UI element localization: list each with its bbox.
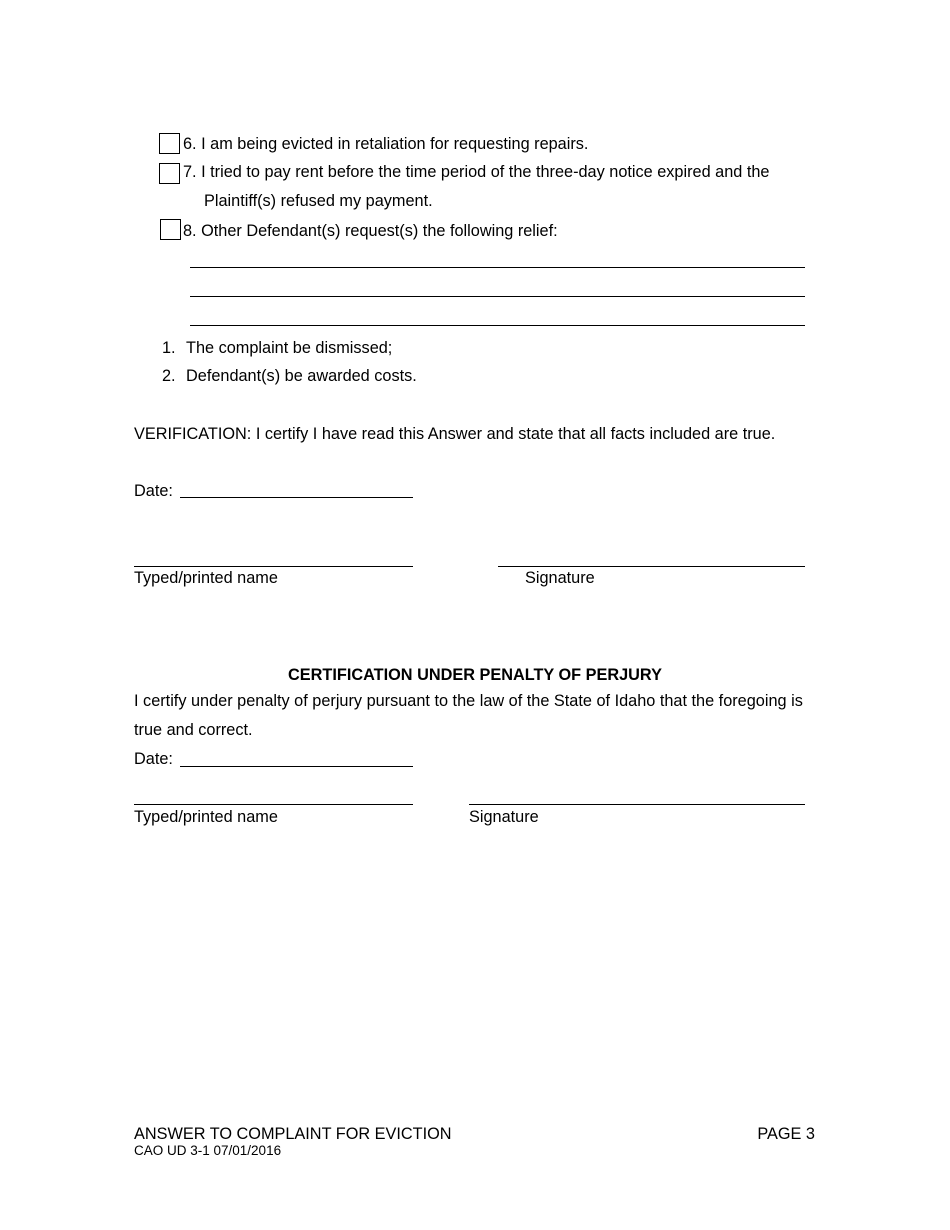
item-6-text: 6. I am being evicted in retaliation for requesting repairs. — [183, 135, 589, 153]
certification-line-1: I certify under penalty of perjury pursuant to the law of the State of Idaho that the foregoing is — [134, 692, 803, 710]
certification-name-line[interactable] — [134, 804, 413, 805]
footer-page-number: PAGE 3 — [757, 1125, 815, 1143]
verification-signature-label: Signature — [525, 569, 595, 587]
relief-1-number: 1. — [162, 339, 176, 357]
item-7-text: 7. I tried to pay rent before the time period of the three-day notice expired and the — [183, 163, 770, 181]
verification-name-label: Typed/printed name — [134, 569, 278, 587]
verification-date-label: Date: — [134, 482, 173, 500]
relief-1-text: The complaint be dismissed; — [186, 339, 393, 357]
item-8-text: 8. Other Defendant(s) request(s) the following relief: — [183, 222, 558, 240]
certification-line-2: true and correct. — [134, 721, 253, 739]
certification-heading: CERTIFICATION UNDER PENALTY OF PERJURY — [288, 666, 662, 684]
relief-line-3[interactable] — [190, 325, 805, 326]
verification-date-line[interactable] — [180, 497, 413, 498]
certification-date-label: Date: — [134, 750, 173, 768]
certification-signature-line[interactable] — [469, 804, 805, 805]
checkbox-item-7[interactable] — [159, 163, 180, 184]
checkbox-item-6[interactable] — [159, 133, 180, 154]
verification-name-line[interactable] — [134, 566, 413, 567]
item-7-continuation: Plaintiff(s) refused my payment. — [204, 192, 433, 210]
relief-2-text: Defendant(s) be awarded costs. — [186, 367, 417, 385]
certification-date-line[interactable] — [180, 766, 413, 767]
certification-signature-label: Signature — [469, 808, 539, 826]
relief-2-number: 2. — [162, 367, 176, 385]
footer-form-code: CAO UD 3-1 07/01/2016 — [134, 1143, 282, 1158]
verification-signature-line[interactable] — [498, 566, 805, 567]
footer-title: ANSWER TO COMPLAINT FOR EVICTION — [134, 1125, 452, 1143]
relief-line-1[interactable] — [190, 267, 805, 268]
verification-statement: VERIFICATION: I certify I have read this Answer and state that all facts included are true. — [134, 425, 776, 443]
relief-line-2[interactable] — [190, 296, 805, 297]
certification-name-label: Typed/printed name — [134, 808, 278, 826]
checkbox-item-8[interactable] — [160, 219, 181, 240]
